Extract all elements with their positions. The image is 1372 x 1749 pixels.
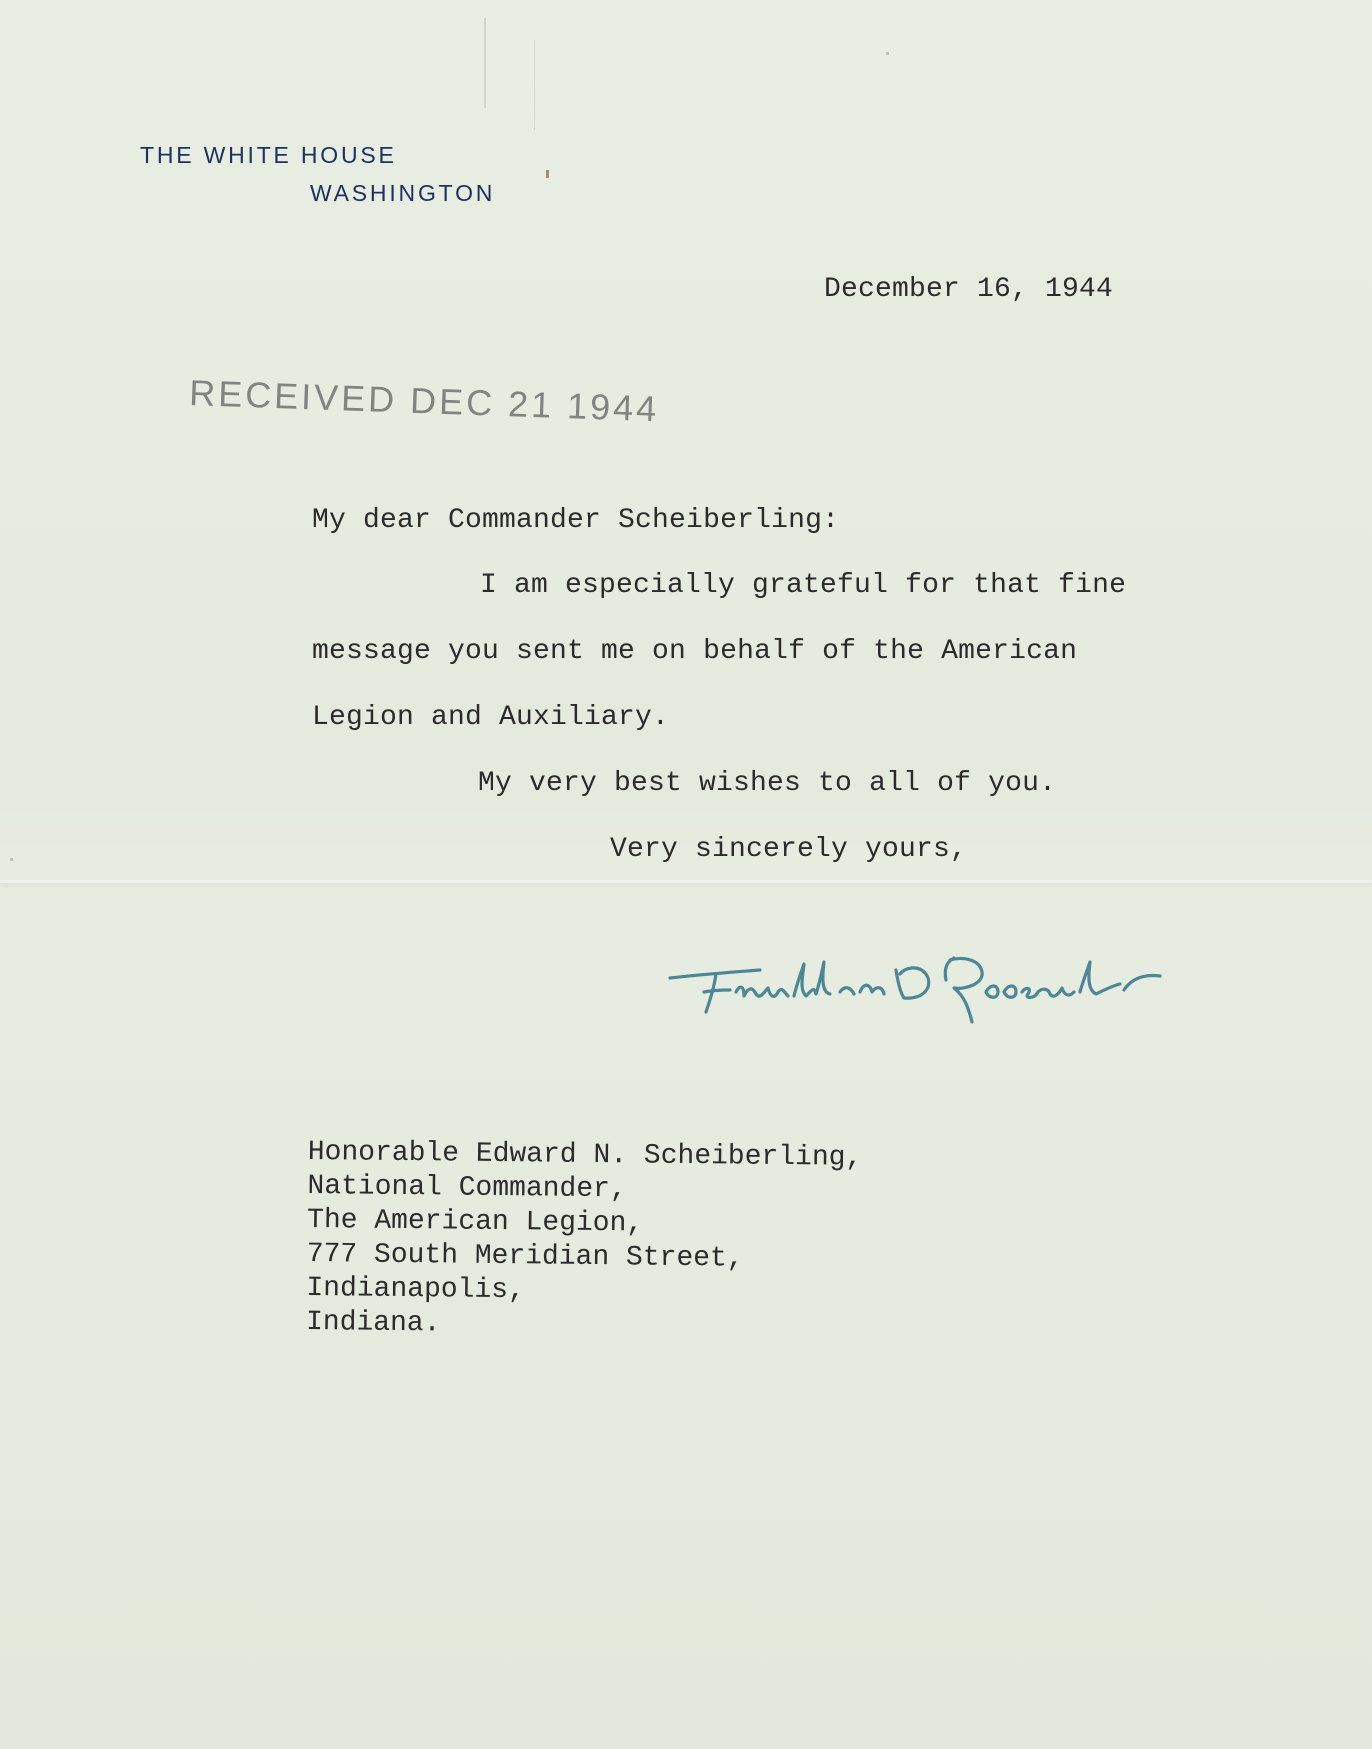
- body-line: I am especially grateful for that fine: [480, 570, 1127, 601]
- paper-speck: [886, 52, 889, 55]
- address-line: Indianapolis,: [306, 1272, 525, 1307]
- paper-speck: [484, 18, 486, 108]
- received-stamp: RECEIVED DEC 21 1944: [188, 372, 660, 430]
- letterhead-city: WASHINGTON: [310, 180, 496, 206]
- address-line: 777 South Meridian Street,: [306, 1238, 744, 1275]
- closing: Very sincerely yours,: [610, 834, 968, 865]
- address-line: Indiana.: [305, 1306, 441, 1340]
- body-line: My very best wishes to all of you.: [478, 768, 1057, 799]
- letterhead: [140, 136, 530, 212]
- paper-speck: [534, 40, 535, 130]
- handwritten-signature: [664, 930, 1174, 1030]
- paper-fold: [0, 880, 1372, 883]
- address-line: Honorable Edward N. Scheiberling,: [307, 1137, 863, 1174]
- letter-date: December 16, 1944: [824, 274, 1114, 305]
- paper-speck: [10, 858, 13, 861]
- paper-speck: [546, 170, 549, 178]
- recipient-address: [306, 1136, 863, 1346]
- address-line: The American Legion,: [306, 1204, 644, 1240]
- letterhead-title: THE WHITE HOUSE: [140, 142, 397, 168]
- body-line: message you sent me on behalf of the American: [312, 636, 1078, 667]
- body-line: Legion and Auxiliary.: [312, 702, 670, 733]
- salutation: My dear Commander Scheiberling:: [312, 505, 840, 536]
- address-line: National Commander,: [307, 1170, 627, 1206]
